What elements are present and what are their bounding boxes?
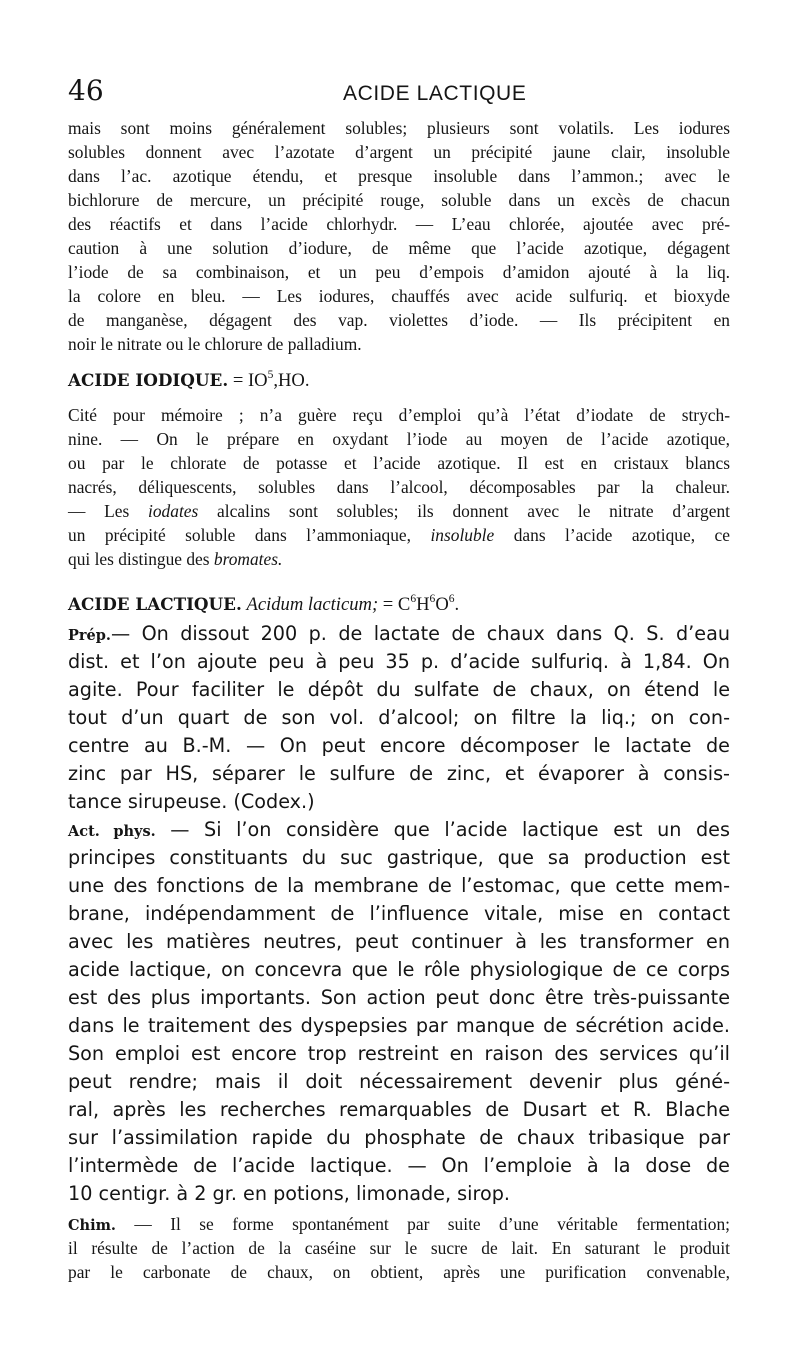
text-run: un précipité soluble dans l’ammoniaque, [68,525,411,545]
text-line: nine. — On le prépare en oxydant l’iode au moyen de l’acide azotique, [68,429,730,449]
formula-superscript: 6 [429,593,436,606]
text-run: alcalins sont solubles; ils donnent avec le nitrate d’argent [217,501,730,521]
text-line: par le carbonate de chaux, on obtient, après une purification convenable, [68,1262,730,1282]
prep-label: Prép. [68,627,111,644]
text-line: tance sirupeuse. (Codex.) [68,790,315,813]
formula-part: H [416,594,430,615]
text-line: la colore en bleu. — Les iodures, chauffés avec acide sulfuriq. et bioxyde [68,286,730,306]
text-line: mais sont moins généralement solubles; plusieurs sont volatils. Les iodures [68,118,730,138]
text-line: dans le traitement des dyspepsies par manque de sécrétion acide. [68,1014,730,1037]
text-line: ou par le chlorate de potasse et l’acide azotique. Il est en cristaux blancs [68,453,730,473]
text-line: dist. et l’on ajoute peu à peu 35 p. d’acide sulfuriq. à 1,84. On [68,650,730,673]
text-line: des réactifs et dans l’acide chlorhydr. — L’eau chlorée, ajoutée avec pré- [68,214,730,234]
chemical-formula [383,594,459,615]
text-run: — Il se forme spontanément par suite d’une véritable fermentation; [134,1214,730,1234]
text-line: nacrés, déliquescents, solubles dans l’alcool, décomposables par la chaleur. [68,477,730,497]
italic-term: insoluble [430,525,495,545]
text-line: principes constituants du suc gastrique, que sa production est [68,846,730,869]
text-line: sur l’assimilation rapide du phosphate de chaux tribasique par [68,1126,730,1149]
text-line: peut rendre; mais il doit nécessairement devenir plus géné- [68,1070,730,1093]
text-line: brane, indépendamment de l’influence vitale, mise en contact [68,902,730,925]
text-line: il résulte de l’action de la caséine sur le sucre de lait. En saturant le produit [68,1238,730,1258]
text-line: ral, après les recherches remarquables de Dusart et R. Blache [68,1098,730,1121]
entry-title: ACIDE IODIQUE. [68,370,229,390]
text-run: qui les distingue des [68,549,210,569]
text-line: 10 centigr. à 2 gr. en potions, limonade, sirop. [68,1182,510,1205]
text-run: dans l’acide azotique, ce [513,525,730,545]
text-line: zinc par HS, séparer le sulfure de zinc, et évaporer à consis- [68,762,730,785]
text-line: l’iode de sa combinaison, et un peu d’empois d’amidon ajouté à la liq. [68,262,730,282]
formula-superscript: 6 [448,593,455,606]
text-line [68,1212,730,1238]
text-line: l’intermède de l’acide lactique. — On l’emploie à la dose de [68,1154,730,1177]
running-head [68,76,730,110]
text-line: Son emploi est encore trop restreint en raison des services qu’il [68,1042,730,1065]
page-number: 46 [68,74,104,107]
formula-part: = C [382,594,411,615]
text-line [68,620,730,650]
text-line: agite. Pour faciliter le dépôt du sulfate de chaux, on étend le [68,678,730,701]
text-line: Cité pour mémoire ; n’a guère reçu d’emploi qu’à l’état d’iodate de strych- [68,405,730,425]
chim-label: Chim. [68,1217,116,1234]
formula-superscript: 6 [410,593,417,606]
formula-superscript: 5 [267,369,274,382]
formula-part: ,HO. [273,370,310,391]
section-heading-acide-iodique [68,368,730,393]
text-line: noir le nitrate ou le chlorure de palladium. [68,334,362,354]
text-run: — On dissout 200 p. de lactate de chaux dans Q. S. d’eau [110,622,730,645]
text-line: centre au B.-M. — On peut encore décomposer le lactate de [68,734,730,757]
formula-part: = IO [232,370,268,391]
formula-part: . [454,594,460,615]
italic-term: iodates [148,501,199,521]
formula-part: O [435,594,449,615]
text-line: est des plus importants. Son action peut donc être très-puissante [68,986,730,1009]
text-line: acide lactique, on concevra que le rôle physiologique de ce corps [68,958,730,981]
text-line: de manganèse, dégagent des vap. violettes d’iode. — Ils précipitent en [68,310,730,330]
text-line [68,499,730,523]
text-line: une des fonctions de la membrane de l’estomac, que cette mem- [68,874,730,897]
italic-term: bromates. [213,549,283,569]
text-line: bichlorure de mercure, un précipité rouge, soluble dans un excès de chacun [68,190,730,210]
chemical-formula [233,370,310,391]
text-line: caution à une solution d’iodure, de même que l’acide azotique, dégagent [68,238,730,258]
text-line [68,523,730,547]
text-line [68,816,730,846]
text-line: avec les matières neutres, peut continuer à les transformer en [68,930,730,953]
entry-title: ACIDE LACTIQUE. [68,594,242,614]
text-line [68,547,730,571]
running-title: ACIDE LACTIQUE [343,82,527,105]
text-line: dans l’ac. azotique étendu, et presque insoluble dans l’ammon.; avec le [68,166,730,186]
act-phys-label: Act. phys. [68,823,156,840]
text-run: — Si l’on considère que l’acide lactique est un des [170,818,730,841]
section-heading-acide-lactique [68,592,730,617]
latin-name: Acidum lacticum; [246,594,379,615]
text-run: — Les [68,501,130,521]
text-line: solubles donnent avec l’azotate d’argent un précipité jaune clair, insoluble [68,142,730,162]
text-line: tout d’un quart de son vol. d’alcool; on filtre la liq.; on con- [68,706,730,729]
